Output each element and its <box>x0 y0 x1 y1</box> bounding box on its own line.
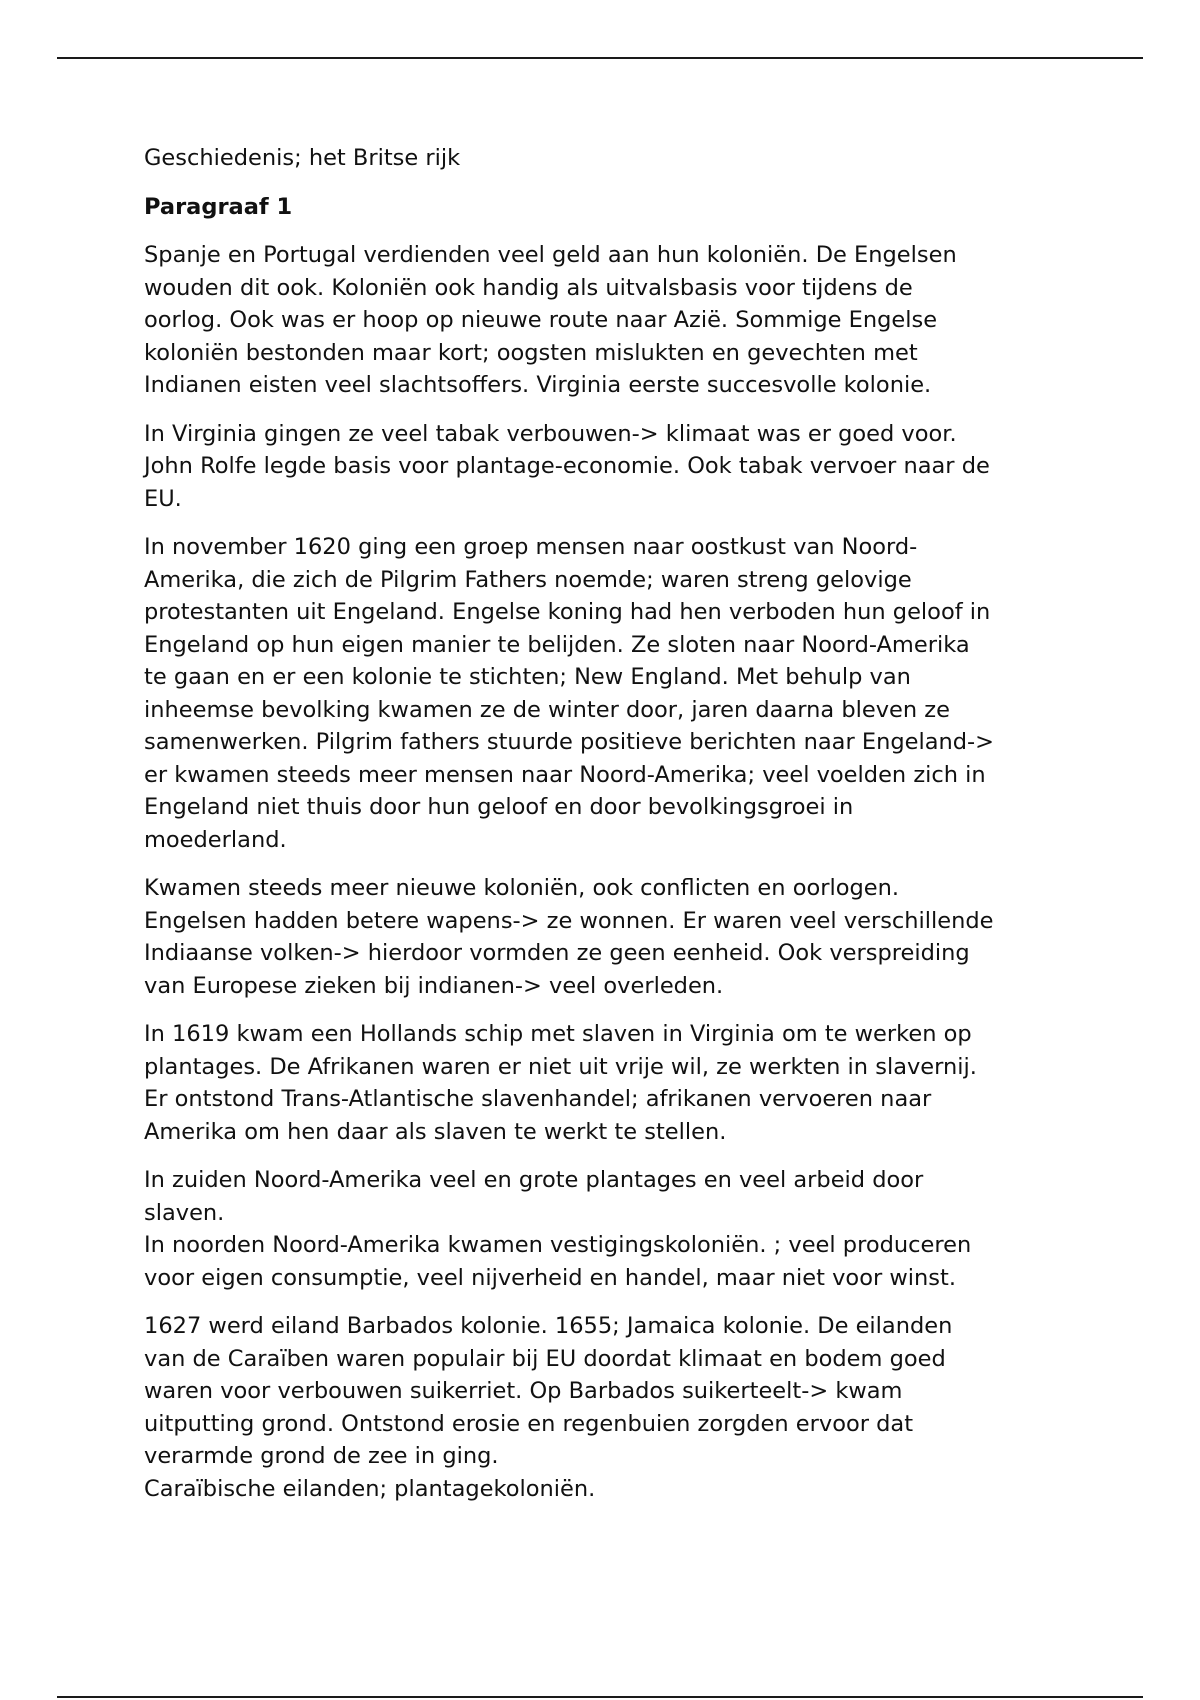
paragraph-line: John Rolfe legde basis voor plantage-economie. Ook tabak vervoer naar de <box>144 453 990 479</box>
paragraph-line: verarmde grond de zee in ging. <box>144 1443 499 1469</box>
paragraph-line: er kwamen steeds meer mensen naar Noord-Amerika; veel voelden zich in <box>144 761 986 788</box>
paragraph-line: Spanje en Portugal verdienden veel geld aan hun koloniën. De Engelsen <box>144 242 957 268</box>
paragraph-line: Engeland niet thuis door hun geloof en door bevolkingsgroei in <box>144 794 854 820</box>
paragraph-line: 1627 werd eiland Barbados kolonie. 1655; Jamaica kolonie. De eilanden <box>144 1313 953 1339</box>
paragraph-line: waren voor verbouwen suikerriet. Op Barbados suikerteelt-> kwam <box>144 1378 903 1404</box>
header-rule <box>57 57 1143 59</box>
paragraph-list <box>144 239 1084 1505</box>
paragraph-line: In 1619 kwam een Hollands schip met slaven in Virginia om te werken op <box>144 1021 972 1047</box>
paragraph-line: Indiaanse volken-> hierdoor vormden ze geen eenheid. Ook verspreiding <box>144 940 970 966</box>
document-title: Geschiedenis; het Britse rijk <box>144 145 461 171</box>
paragraph-line: Amerika om hen daar als slaven te werkt te stellen. <box>144 1118 727 1145</box>
paragraph-line: plantages. De Afrikanen waren er niet uit vrije wil, ze werkten in slavernij. <box>144 1053 977 1080</box>
paragraph-line: protestanten uit Engeland. Engelse koning had hen verboden hun geloof in <box>144 599 991 625</box>
paragraph-line: van Europese zieken bij indianen-> veel overleden. <box>144 972 724 999</box>
paragraph-line: moederland. <box>144 826 287 853</box>
paragraph-line: uitputting grond. Ontstond erosie en regenbuien zorgden ervoor dat <box>144 1410 914 1437</box>
paragraph <box>144 239 1084 402</box>
paragraph <box>144 1310 1084 1505</box>
paragraph-line: Caraïbische eilanden; plantagekoloniën. <box>144 1475 596 1502</box>
paragraph-line: inheemse bevolking kwamen ze de winter door, jaren daarna bleven ze <box>144 696 950 723</box>
paragraph-line: In zuiden Noord-Amerika veel en grote plantages en veel arbeid door <box>144 1167 924 1193</box>
paragraph-line: oorlog. Ook was er hoop op nieuwe route naar Azië. Sommige Engelse <box>144 307 938 333</box>
paragraph-line: In Virginia gingen ze veel tabak verbouwen-> klimaat was er goed voor. <box>144 420 957 447</box>
document-body <box>144 142 1084 1521</box>
paragraph-line: Amerika, die zich de Pilgrim Fathers noemde; waren streng gelovige <box>144 566 912 593</box>
section-heading: Paragraaf 1 <box>144 193 293 220</box>
paragraph-line: koloniën bestonden maar kort; oogsten mislukten en gevechten met <box>144 339 918 366</box>
paragraph-line: Engelsen hadden betere wapens-> ze wonnen. Er waren veel verschillende <box>144 907 994 934</box>
paragraph-line: Er ontstond Trans-Atlantische slavenhandel; afrikanen vervoeren naar <box>144 1086 932 1112</box>
paragraph <box>144 531 1084 856</box>
paragraph-line: Indianen eisten veel slachtsoffers. Virginia eerste succesvolle kolonie. <box>144 372 932 398</box>
paragraph <box>144 1164 1084 1294</box>
paragraph-line: In november 1620 ging een groep mensen naar oostkust van Noord- <box>144 534 918 560</box>
paragraph-line: Engeland op hun eigen manier te belijden. Ze sloten naar Noord-Amerika <box>144 631 970 658</box>
paragraph-line: slaven. <box>144 1199 225 1226</box>
paragraph <box>144 418 1084 516</box>
paragraph <box>144 1018 1084 1148</box>
paragraph-line: Kwamen steeds meer nieuwe koloniën, ook conflicten en oorlogen. <box>144 875 900 901</box>
paragraph-line: In noorden Noord-Amerika kwamen vestigingskoloniën. ; veel produceren <box>144 1232 972 1258</box>
footer-rule <box>57 1696 1143 1698</box>
paragraph-line: samenwerken. Pilgrim fathers stuurde positieve berichten naar Engeland-> <box>144 729 995 755</box>
paragraph-line: wouden dit ook. Koloniën ook handig als uitvalsbasis voor tijdens de <box>144 274 913 301</box>
paragraph-line: te gaan en er een kolonie te stichten; New England. Met behulp van <box>144 664 911 690</box>
paragraph-line: EU. <box>144 485 182 512</box>
paragraph-line: voor eigen consumptie, veel nijverheid en handel, maar niet voor winst. <box>144 1264 956 1291</box>
paragraph <box>144 872 1084 1002</box>
paragraph-line: van de Caraïben waren populair bij EU doordat klimaat en bodem goed <box>144 1345 946 1372</box>
